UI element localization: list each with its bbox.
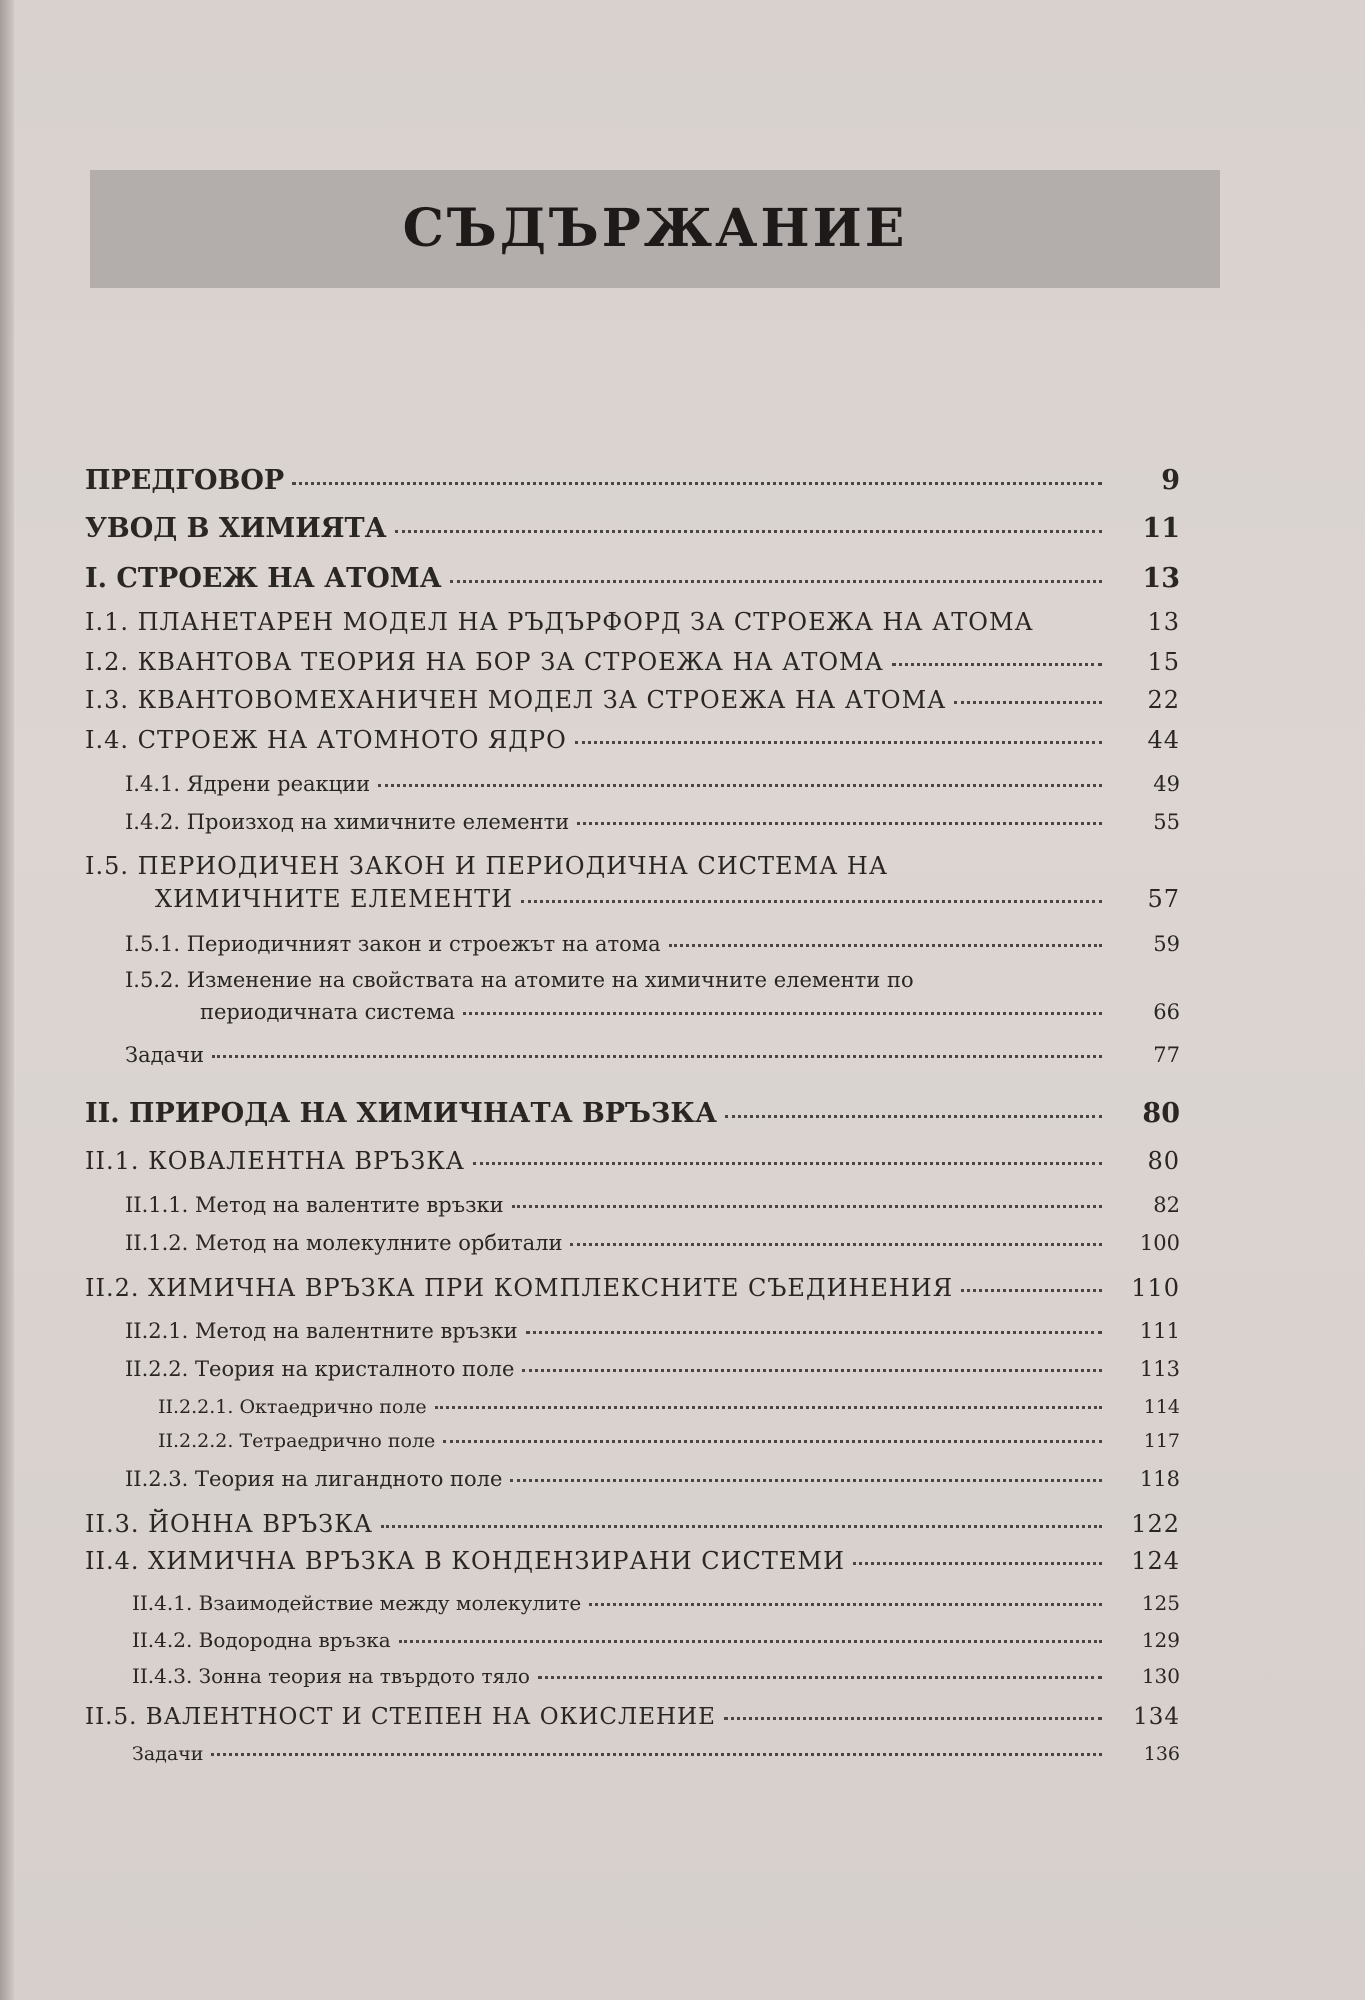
toc-page-number: 13 bbox=[1147, 608, 1180, 636]
toc-page-number: 129 bbox=[1141, 1628, 1180, 1652]
leader-dots bbox=[435, 1406, 1102, 1409]
leader-dots bbox=[395, 530, 1102, 533]
toc-entry-1-4-1 bbox=[125, 772, 1180, 796]
leader-dots bbox=[669, 944, 1102, 947]
leader-dots bbox=[522, 1369, 1102, 1372]
toc-label: II.2.3. Теория на лигандното поле bbox=[125, 1467, 503, 1491]
toc-page-number: 100 bbox=[1139, 1231, 1180, 1255]
leader-dots bbox=[473, 1162, 1102, 1165]
leader-dots bbox=[538, 1676, 1102, 1679]
toc-page-number: 59 bbox=[1153, 932, 1180, 956]
toc-entry-problems-1 bbox=[125, 1043, 1180, 1067]
leader-dots bbox=[463, 1012, 1102, 1015]
toc-entry-chapter-1 bbox=[85, 563, 1180, 594]
leader-dots bbox=[577, 822, 1102, 825]
leader-dots bbox=[381, 1525, 1102, 1528]
toc-entry-1-5-2 bbox=[200, 1000, 1180, 1024]
toc-page-number: 125 bbox=[1141, 1591, 1180, 1615]
toc-label: ХИМИЧНИТЕ ЕЛЕМЕНТИ bbox=[155, 885, 514, 913]
toc-entry-2-4 bbox=[85, 1547, 1180, 1575]
leader-dots bbox=[1042, 623, 1102, 626]
toc-page-number: 13 bbox=[1142, 563, 1180, 594]
toc-entry-2-2-2 bbox=[125, 1357, 1180, 1381]
toc-page-number: 22 bbox=[1147, 686, 1180, 714]
toc-entry-2-2-3 bbox=[125, 1467, 1180, 1491]
toc-page-number: 113 bbox=[1139, 1357, 1180, 1381]
toc-label: I.1. ПЛАНЕТАРЕН МОДЕЛ НА РЪДЪРФОРД ЗА СТРОЕЖА НА АТОМА bbox=[85, 608, 1034, 636]
toc-entry-problems-2 bbox=[132, 1743, 1180, 1765]
leader-dots bbox=[399, 1640, 1102, 1643]
toc-page-number: 124 bbox=[1131, 1547, 1180, 1575]
leader-dots bbox=[292, 482, 1102, 485]
toc-entry-preface bbox=[85, 465, 1180, 496]
toc-label: Задачи bbox=[125, 1043, 204, 1067]
toc-label: II.1.1. Метод на валентите връзки bbox=[125, 1193, 504, 1217]
leader-dots bbox=[521, 900, 1102, 903]
toc-label: периодичната система bbox=[200, 1000, 456, 1024]
toc-entry-2-5 bbox=[85, 1704, 1180, 1730]
toc-label: II.3. ЙОННА ВРЪЗКА bbox=[85, 1510, 373, 1538]
toc-label: I.2. КВАНТОВА ТЕОРИЯ НА БОР ЗА СТРОЕЖА НА АТОМА bbox=[85, 648, 884, 676]
leader-dots bbox=[512, 1205, 1102, 1208]
toc-entry-2-4-1 bbox=[132, 1591, 1180, 1615]
toc-label: II.5. ВАЛЕНТНОСТ И СТЕПЕН НА ОКИСЛЕНИЕ bbox=[85, 1704, 716, 1730]
toc-page-number: 57 bbox=[1147, 885, 1180, 913]
leader-dots bbox=[526, 1331, 1102, 1334]
leader-dots bbox=[954, 701, 1102, 704]
toc-page-number: 134 bbox=[1133, 1704, 1180, 1730]
toc-entry-1-5 bbox=[155, 885, 1180, 913]
toc-label: II.2.2.2. Тетраедрично поле bbox=[158, 1430, 436, 1452]
toc-entry-1-5-line1: I.5. ПЕРИОДИЧЕН ЗАКОН И ПЕРИОДИЧНА СИСТЕМА НА bbox=[85, 852, 889, 880]
toc-entry-2-2 bbox=[85, 1274, 1180, 1302]
toc-entry-2-1 bbox=[85, 1147, 1180, 1175]
toc-entry-1-5-2-line1: I.5.2. Изменение на свойствата на атомите на химичните елементи по bbox=[125, 968, 914, 992]
toc-label: УВОД В ХИМИЯТА bbox=[85, 513, 387, 544]
leader-dots bbox=[892, 663, 1102, 666]
toc-entry-2-2-2-2 bbox=[158, 1430, 1180, 1452]
toc-entry-1-4 bbox=[85, 726, 1180, 754]
leader-dots bbox=[724, 1717, 1102, 1720]
toc-entry-2-1-2 bbox=[125, 1231, 1180, 1255]
toc-label: II.2.2.1. Октаедрично поле bbox=[158, 1396, 427, 1418]
toc-page-number: 136 bbox=[1143, 1743, 1180, 1765]
toc-page-number: 66 bbox=[1153, 1000, 1180, 1024]
toc-label: II.1. КОВАЛЕНТНА ВРЪЗКА bbox=[85, 1147, 465, 1175]
toc-page-number: 117 bbox=[1143, 1430, 1180, 1452]
leader-dots bbox=[378, 784, 1102, 787]
toc-label: I. СТРОЕЖ НА АТОМА bbox=[85, 563, 442, 594]
toc-label: I.4. СТРОЕЖ НА АТОМНОТО ЯДРО bbox=[85, 726, 567, 754]
title-band bbox=[90, 170, 1220, 288]
toc-page-number: 55 bbox=[1153, 810, 1180, 834]
toc-page-number: 80 bbox=[1142, 1098, 1180, 1129]
toc-label: II.2.1. Метод на валентните връзки bbox=[125, 1319, 518, 1343]
toc-entry-1-4-2 bbox=[125, 810, 1180, 834]
toc-label: I.5.1. Периодичният закон и строежът на атома bbox=[125, 932, 661, 956]
toc-entry-2-2-1 bbox=[125, 1319, 1180, 1343]
toc-label: II.2.2. Теория на кристалното поле bbox=[125, 1357, 515, 1381]
leader-dots bbox=[575, 741, 1102, 744]
toc-entry-1-5-1 bbox=[125, 932, 1180, 956]
toc-label: I.4.2. Произход на химичните елементи bbox=[125, 810, 570, 834]
leader-dots bbox=[443, 1440, 1102, 1443]
toc-label: II.4.3. Зонна теория на твърдото тяло bbox=[132, 1664, 530, 1688]
toc-page-number: 114 bbox=[1143, 1396, 1180, 1418]
leader-dots bbox=[570, 1243, 1102, 1246]
leader-dots bbox=[212, 1055, 1102, 1058]
toc-entry-2-4-2 bbox=[132, 1628, 1180, 1652]
toc-page-number: 15 bbox=[1147, 648, 1180, 676]
leader-dots bbox=[211, 1753, 1102, 1756]
toc-entry-1-1 bbox=[85, 608, 1180, 636]
toc-label: I.4.1. Ядрени реакции bbox=[125, 772, 371, 796]
toc-page-number: 9 bbox=[1161, 465, 1180, 496]
toc-label: II.4.2. Водородна връзка bbox=[132, 1628, 391, 1652]
toc-page-number: 49 bbox=[1153, 772, 1180, 796]
toc-label: II. ПРИРОДА НА ХИМИЧНАТА ВРЪЗКА bbox=[85, 1098, 717, 1129]
toc-entry-2-3 bbox=[85, 1510, 1180, 1538]
toc-entry-chapter-2 bbox=[85, 1098, 1180, 1129]
leader-dots bbox=[961, 1289, 1102, 1292]
toc-page-number: 122 bbox=[1131, 1510, 1180, 1538]
toc-entry-2-4-3 bbox=[132, 1664, 1180, 1688]
toc-page-number: 130 bbox=[1141, 1664, 1180, 1688]
toc-page-number: 11 bbox=[1142, 513, 1180, 544]
leader-dots bbox=[450, 580, 1102, 583]
toc-page-number: 44 bbox=[1147, 726, 1180, 754]
toc-label: Задачи bbox=[132, 1743, 204, 1765]
toc-label: II.4. ХИМИЧНА ВРЪЗКА В КОНДЕНЗИРАНИ СИСТЕМИ bbox=[85, 1547, 845, 1575]
toc-entry-2-2-2-1 bbox=[158, 1396, 1180, 1418]
toc-page-number: 111 bbox=[1139, 1319, 1180, 1343]
toc-page-number: 80 bbox=[1147, 1147, 1180, 1175]
toc-label: I.3. КВАНТОВОМЕХАНИЧЕН МОДЕЛ ЗА СТРОЕЖА НА АТОМА bbox=[85, 686, 947, 714]
toc-label: ПРЕДГОВОР bbox=[85, 465, 285, 496]
toc-entry-2-1-1 bbox=[125, 1193, 1180, 1217]
page-title: СЪДЪРЖАНИЕ bbox=[402, 198, 908, 259]
toc-entry-introduction bbox=[85, 513, 1180, 544]
leader-dots bbox=[589, 1603, 1102, 1606]
toc-entry-1-2 bbox=[85, 648, 1180, 676]
toc-label: II.2. ХИМИЧНА ВРЪЗКА ПРИ КОМПЛЕКСНИТЕ СЪЕДИНЕНИЯ bbox=[85, 1274, 954, 1302]
toc-page-number: 77 bbox=[1153, 1043, 1180, 1067]
toc-label: II.1.2. Метод на молекулните орбитали bbox=[125, 1231, 563, 1255]
leader-dots bbox=[510, 1479, 1102, 1482]
leader-dots bbox=[853, 1562, 1102, 1565]
leader-dots bbox=[725, 1115, 1102, 1118]
book-spine-shadow bbox=[0, 0, 14, 2000]
toc-entry-1-3 bbox=[85, 686, 1180, 714]
toc-page-number: 82 bbox=[1153, 1193, 1180, 1217]
toc-label: II.4.1. Взаимодействие между молекулите bbox=[132, 1591, 582, 1615]
toc-page-number: 110 bbox=[1131, 1274, 1180, 1302]
toc-page-number: 118 bbox=[1139, 1467, 1180, 1491]
